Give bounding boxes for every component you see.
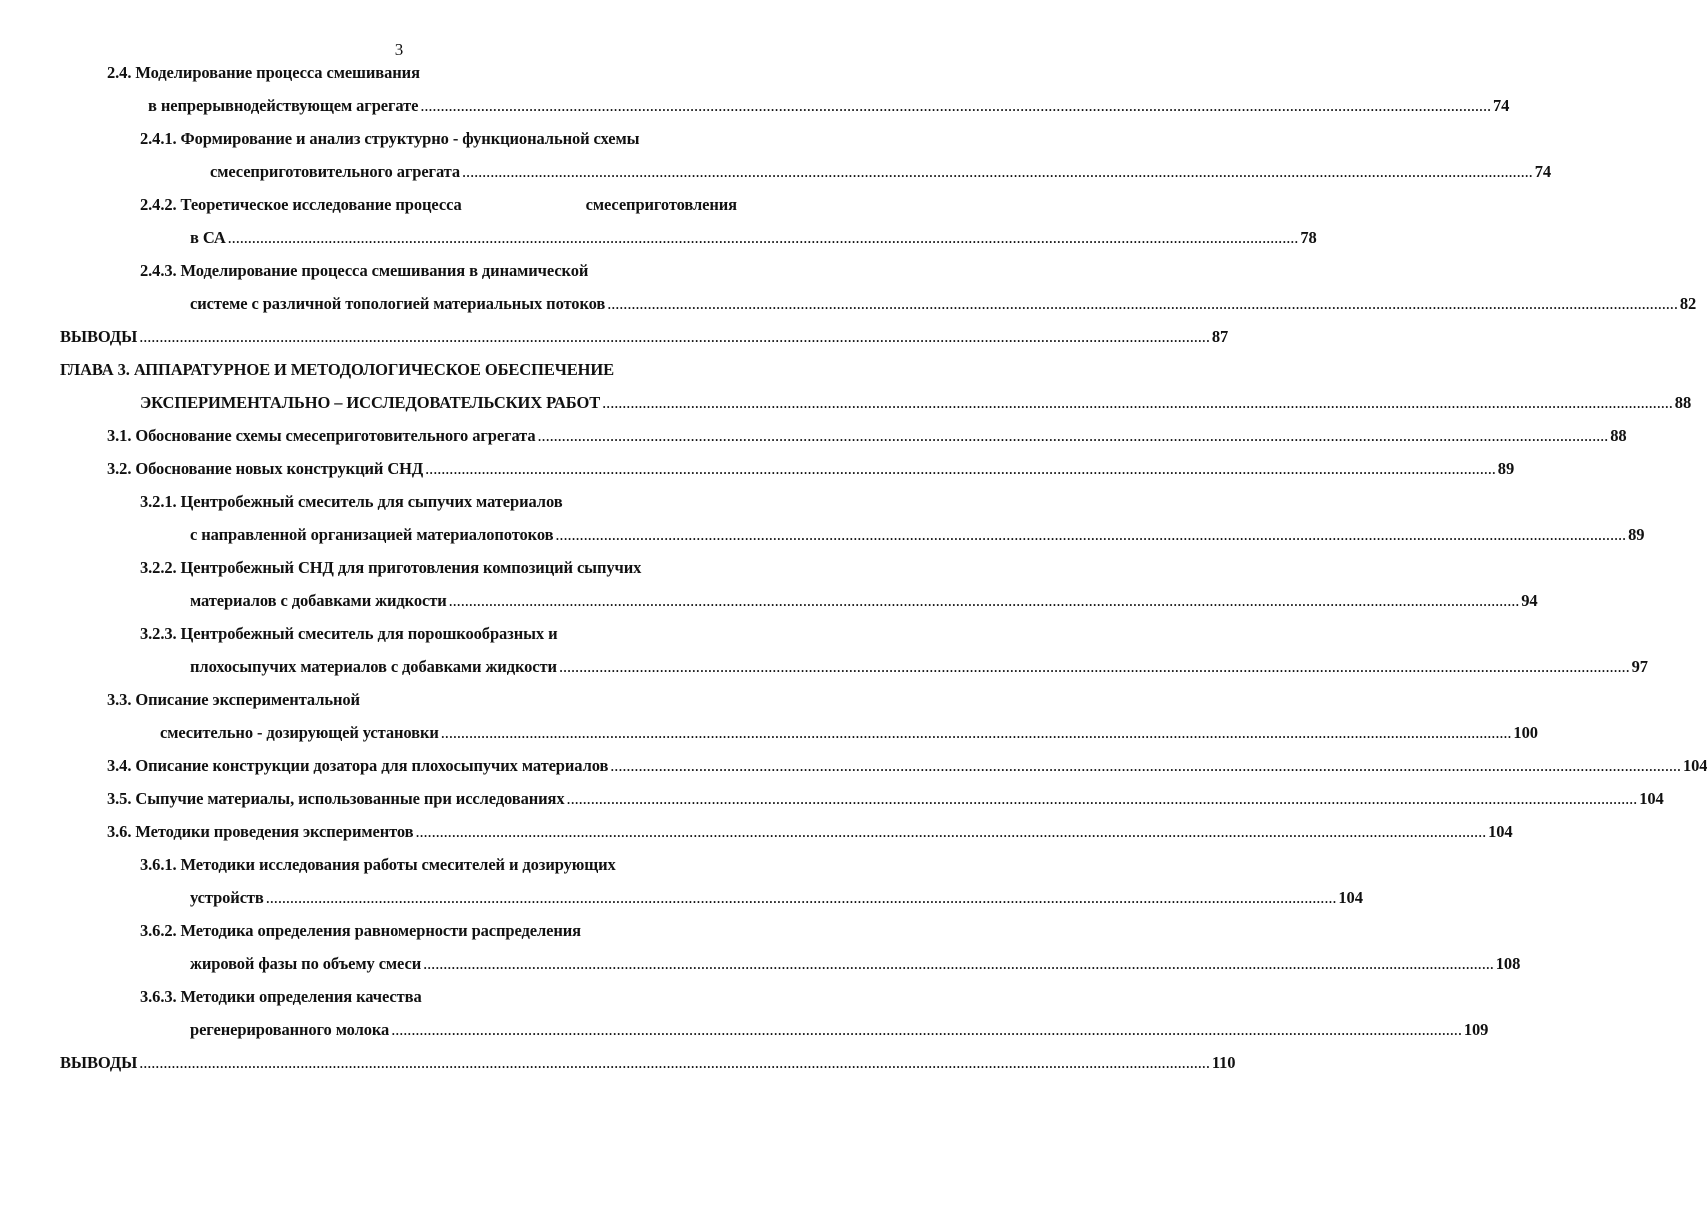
toc-entry-2-4-1: 2.4.1. Формирование и анализ структурно - функциональной схемы bbox=[140, 129, 640, 148]
dot-leader: .......................................................................................................................................................................................................................................................................... bbox=[462, 162, 1533, 181]
dot-leader: .......................................................................................................................................................................................................................................................................... bbox=[607, 294, 1678, 313]
toc-entry-conclusions-1: ВЫВОДЫ .......................................................................................................................................................................................................................................................................... 87 bbox=[60, 327, 1229, 346]
toc-entry-2-4-3-cont: системе с различной топологией материальных потоков .......................................................................................................................................................................................................................................................................... 82 bbox=[190, 294, 1697, 313]
toc-entry-3-4: 3.4. Описание конструкции дозатора для плохосыпучих материалов .......................................................................................................................................................................................................................................................................... 104 bbox=[107, 756, 1707, 775]
page-ref: 89 bbox=[1628, 525, 1645, 544]
page-ref: 97 bbox=[1631, 657, 1648, 676]
page-ref: 74 bbox=[1534, 162, 1551, 181]
dot-leader: .......................................................................................................................................................................................................................................................................... bbox=[555, 525, 1627, 544]
dot-leader: .......................................................................................................................................................................................................................................................................... bbox=[227, 228, 1299, 247]
page-ref: 88 bbox=[1610, 426, 1627, 445]
toc-entry-3-5: 3.5. Сыпучие материалы, использованные при исследованиях .......................................................................................................................................................................................................................................................................... 104 bbox=[107, 789, 1664, 808]
page-ref: 88 bbox=[1674, 393, 1692, 412]
toc-entry-3-2-2: 3.2.2. Центробежный СНД для приготовления композиций сыпучих bbox=[140, 558, 642, 577]
toc-entry-conclusions-2: ВЫВОДЫ .......................................................................................................................................................................................................................................................................... 110 bbox=[60, 1053, 1236, 1072]
toc-entry-3-6-2-cont: жировой фазы по объему смеси .......................................................................................................................................................................................................................................................................... 108 bbox=[190, 954, 1521, 973]
page-ref: 82 bbox=[1679, 294, 1697, 313]
page-ref: 78 bbox=[1300, 228, 1317, 247]
toc-entry-3-6-3: 3.6.3. Методики определения качества bbox=[140, 987, 422, 1006]
dot-leader: .......................................................................................................................................................................................................................................................................... bbox=[265, 888, 1337, 907]
page-ref: 109 bbox=[1463, 1020, 1489, 1039]
dot-leader: .......................................................................................................................................................................................................................................................................... bbox=[415, 822, 1487, 841]
page-ref: 104 bbox=[1639, 789, 1664, 808]
toc-entry-3-6: 3.6. Методики проведения экспериментов .......................................................................................................................................................................................................................................................................... 104 bbox=[107, 822, 1513, 841]
toc-entry-3-2-3: 3.2.3. Центробежный смеситель для порошкообразных и bbox=[140, 624, 558, 643]
toc-entry-3-6-1: 3.6.1. Методики исследования работы смесителей и дозирующих bbox=[140, 855, 616, 874]
toc-entry-2-4-3: 2.4.3. Моделирование процесса смешивания в динамической bbox=[140, 261, 589, 280]
toc-entry-2-4-cont: в непрерывнодействующем агрегате .......................................................................................................................................................................................................................................................................... 74 bbox=[148, 96, 1510, 115]
page-ref: 104 bbox=[1488, 822, 1513, 841]
dot-leader: .......................................................................................................................................................................................................................................................................... bbox=[425, 459, 1496, 478]
toc-entry-3-6-2: 3.6.2. Методика определения равномерности распределения bbox=[140, 921, 581, 940]
toc-entry-3-2: 3.2. Обоснование новых конструкций СНД .......................................................................................................................................................................................................................................................................... 89 bbox=[107, 459, 1515, 478]
page-ref: 104 bbox=[1682, 756, 1707, 775]
page-ref: 94 bbox=[1521, 591, 1538, 610]
page-ref: 74 bbox=[1493, 96, 1510, 115]
toc-entry-2-4: 2.4. Моделирование процесса смешивания bbox=[107, 63, 420, 82]
page-ref: 89 bbox=[1497, 459, 1515, 478]
toc-entry-3-2-1: 3.2.1. Центробежный смеситель для сыпучих материалов bbox=[140, 492, 563, 511]
dot-leader: .......................................................................................................................................................................................................................................................................... bbox=[537, 426, 1609, 445]
dot-leader: .......................................................................................................................................................................................................................................................................... bbox=[139, 327, 1210, 346]
dot-leader: .......................................................................................................................................................................................................................................................................... bbox=[566, 789, 1638, 808]
toc-entry-2-4-1-cont: смесеприготовительного агрегата .......................................................................................................................................................................................................................................................................... 74 bbox=[210, 162, 1551, 181]
dot-leader: .......................................................................................................................................................................................................................................................................... bbox=[602, 393, 1673, 412]
toc-entry-3-3: 3.3. Описание экспериментальной bbox=[107, 690, 360, 709]
toc-entry-2-4-2: 2.4.2. Теоретическое исследование процесса смесеприготовления bbox=[140, 195, 737, 214]
toc-entry-3-6-1-cont: устройств .......................................................................................................................................................................................................................................................................... 104 bbox=[190, 888, 1363, 907]
page-ref: 100 bbox=[1513, 723, 1538, 742]
dot-leader: .......................................................................................................................................................................................................................................................................... bbox=[440, 723, 1512, 742]
page-ref: 87 bbox=[1211, 327, 1229, 346]
dot-leader: .......................................................................................................................................................................................................................................................................... bbox=[420, 96, 1491, 115]
page-ref: 110 bbox=[1211, 1053, 1236, 1072]
toc-entry-3-2-2-cont: материалов с добавками жидкости .......................................................................................................................................................................................................................................................................... 94 bbox=[190, 591, 1538, 610]
dot-leader: .......................................................................................................................................................................................................................................................................... bbox=[391, 1020, 1462, 1039]
page-ref: 104 bbox=[1338, 888, 1363, 907]
dot-leader: .......................................................................................................................................................................................................................................................................... bbox=[139, 1053, 1210, 1072]
toc-entry-2-4-2-cont: в СА .......................................................................................................................................................................................................................................................................... 78 bbox=[190, 228, 1317, 247]
dot-leader: .......................................................................................................................................................................................................................................................................... bbox=[448, 591, 1520, 610]
dot-leader: .......................................................................................................................................................................................................................................................................... bbox=[558, 657, 1630, 676]
toc-entry-3-3-cont: смесительно - дозирующей установки .......................................................................................................................................................................................................................................................................... 100 bbox=[160, 723, 1538, 742]
page-number: 3 bbox=[394, 40, 404, 59]
toc-chapter-3: ГЛАВА 3. АППАРАТУРНОЕ И МЕТОДОЛОГИЧЕСКОЕ ОБЕСПЕЧЕНИЕ bbox=[60, 360, 615, 379]
toc-entry-3-1: 3.1. Обоснование схемы смесеприготовительного агрегата .......................................................................................................................................................................................................................................................................... 88 bbox=[107, 426, 1627, 445]
toc-entry-3-6-3-cont: регенерированного молока .......................................................................................................................................................................................................................................................................... 109 bbox=[190, 1020, 1489, 1039]
dot-leader: .......................................................................................................................................................................................................................................................................... bbox=[423, 954, 1494, 973]
toc-chapter-3-cont: ЭКСПЕРИМЕНТАЛЬНО – ИССЛЕДОВАТЕЛЬСКИХ РАБОТ .......................................................................................................................................................................................................................................................................... 88 bbox=[140, 393, 1692, 412]
toc-entry-3-2-3-cont: плохосыпучих материалов с добавками жидкости .......................................................................................................................................................................................................................................................................... 97 bbox=[190, 657, 1648, 676]
toc-entry-3-2-1-cont: с направленной организацией материалопотоков .......................................................................................................................................................................................................................................................................... 89 bbox=[190, 525, 1645, 544]
dot-leader: .......................................................................................................................................................................................................................................................................... bbox=[610, 756, 1681, 775]
page-ref: 108 bbox=[1495, 954, 1521, 973]
